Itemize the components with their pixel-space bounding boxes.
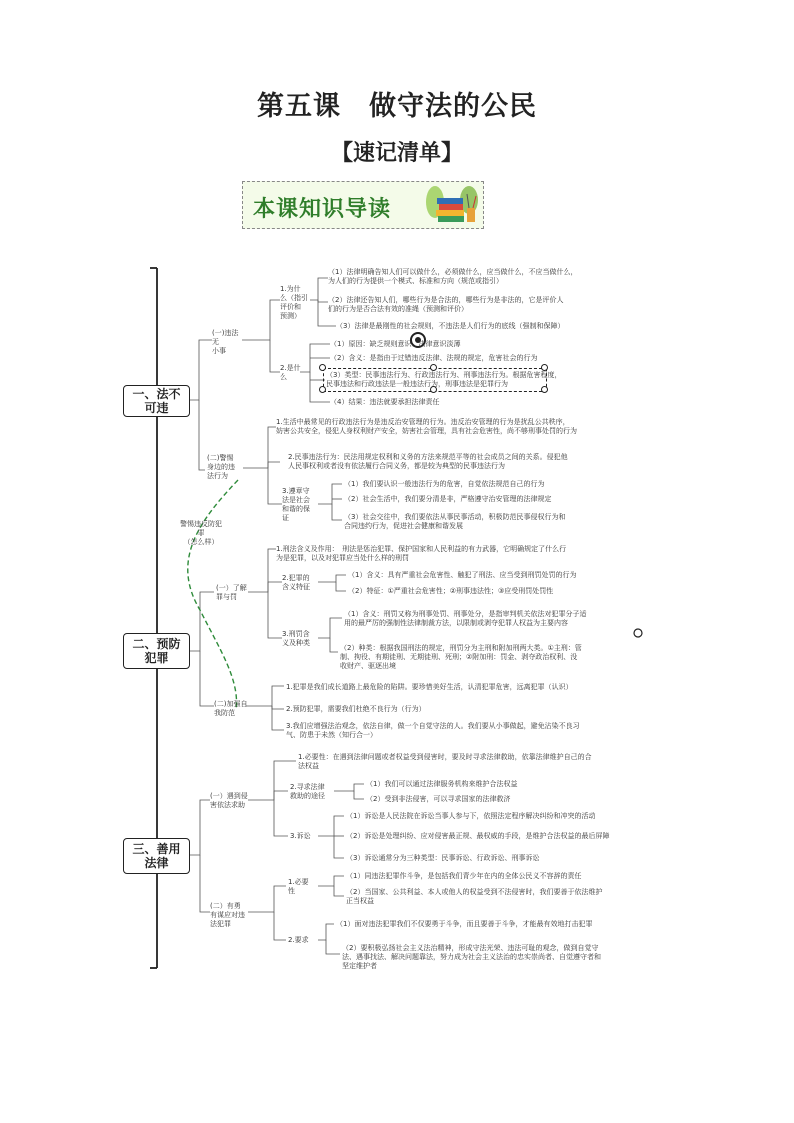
s3-b1-node[interactable]: 1.必要 性 — [288, 878, 309, 895]
s2-a3-2: （2）种类：根据我国刑法的规定，刑罚分为主刑和附加刑两大类。①主刑：管 制、拘役、有期徒刑、无期徒刑、死刑；②附加刑：罚金、剥夺政治权利、没 收财产、驱逐出境 — [340, 644, 582, 670]
s2-topic-a[interactable]: (一）了解 罪与罚 — [216, 584, 247, 601]
s3-a2-node[interactable]: 2.寻求法律 救助的途径 — [290, 783, 325, 800]
s2-a1: 1.刑法含义及作用： 刑法是惩治犯罪、保护国家和人民利益的有力武器，它明确规定了什么行 为是犯罪，以及对犯罪应当处什么样的刑罚 — [276, 545, 567, 562]
s1-b1: 1.生活中最常见的行政违法行为是违反治安管理的行为。违反治安管理的行为是扰乱公共秩序， 妨害公共安全，侵犯人身权利财产安全，妨害社会管理，具有社会危害性，尚不够刑事处罚的行为 — [276, 418, 577, 435]
cross-link-label: 警惕违反防犯 罪 （怎么样） — [180, 520, 222, 546]
s1-b3-1: （1）我们要认识一般违法行为的危害，自觉依法规范自己的行为 — [344, 480, 545, 488]
s3-a3-2: （2）诉讼是处理纠纷、应对侵害最正规、最权威的手段，是维护合法权益的最后屏障 — [346, 832, 610, 840]
selection-handle[interactable] — [541, 364, 548, 371]
s1-a2-4: （4）结果：违法就要承担法律责任 — [330, 398, 440, 406]
s2-a3-node[interactable]: 3.刑罚含 义及种类 — [282, 630, 310, 647]
section-2-box[interactable]: 二、预防 犯罪 — [123, 633, 190, 669]
section-1-box[interactable]: 一、法不 可违 — [123, 385, 190, 417]
s3-b2-2: （2）要积极弘扬社会主义法治精神，形成守法光荣、违法可耻的观念，做到自觉守 法、遇事找法、解决问题靠法，努力成为社会主义法治的忠实崇尚者、自觉遵守者和 坚定维护者 — [342, 944, 601, 970]
s1-a2-node[interactable]: 2.是什 么 — [280, 364, 301, 381]
page-title: 第五课 做守法的公民 — [257, 91, 537, 122]
s1-b3-node[interactable]: 3.遵章守 法是社会 和谐的保 证 — [282, 487, 310, 522]
s3-topic-a[interactable]: (一）遇到侵 害依法求助 — [210, 792, 248, 809]
s1-a1-3: （3）法律是最刚性的社会规则，不违法是人们行为的底线（强制和保障） — [336, 322, 565, 330]
s1-a1-2: （2）法律还告知人们，哪些行为是合法的，哪些行为是非法的，它是评价人 们的行为是否合法有效的准绳（预测和评价） — [328, 296, 564, 313]
s2-topic-b[interactable]: (二)加强自 我防范 — [214, 700, 248, 717]
s2-a2-2: （2）特征：①严重社会危害性；②刑事违法性；③应受刑罚处罚性 — [348, 587, 554, 595]
s1-b3-3: （3）社会交往中，我们要依法从事民事活动，积极防范民事侵权行为和 合同违约行为，促进社会健康和谐发展 — [344, 513, 566, 530]
banner-text: 本课知识导读 — [253, 197, 392, 222]
s1-a2-2: （2）含义：是指由于过错违反法律、法规的规定，危害社会的行为 — [330, 354, 538, 362]
s3-b1-2: （2）当国家、公共利益、本人或他人的权益受到不法侵害时，我们要善于依法维护 正当权益 — [346, 888, 603, 905]
s3-a3-node[interactable]: 3.诉讼 — [290, 832, 311, 840]
s1-b3-2: （2）社会生活中，我们要分清是非，严格遵守治安管理的法律规定 — [344, 495, 552, 503]
s1-b2: 2.民事违法行为：民法用规定权利和义务的方法来规范平等的社会成员之间的关系。侵犯他 人民事权利或者没有依法履行合同义务，都是较为典型的民事违法行为 — [288, 453, 568, 470]
s1-topic-b[interactable]: (二)警惕 身边的违 法行为 — [207, 454, 235, 480]
s3-a2-2: （2）受到非法侵害，可以寻求国家的法律救济 — [366, 795, 511, 803]
s1-a2-1: （1）原因：缺乏规则意识、法律意识淡薄 — [330, 340, 461, 348]
s1-a1-1: （1）法律明确告知人们可以做什么，必须做什么，应当做什么，不应当做什么， 为人们的行为提供一个模式、标准和方向（规范或指引） — [328, 268, 578, 285]
section-3-box[interactable]: 三、善用 法律 — [123, 838, 190, 874]
s2-a2-1: （1）含义：具有严重社会危害性、触犯了刑法、应当受到刑罚处罚的行为 — [348, 571, 577, 579]
s1-topic-a[interactable]: (一)违法无 小事 — [212, 329, 239, 355]
s2-b3: 3.我们应增强法治观念，依法自律，做一个自觉守法的人。我们要从小事做起，避免沾染不良习 气、防患于未然（知行合一） — [286, 722, 580, 739]
s3-a3-1: （1）诉讼是人民法院在诉讼当事人参与下，依照法定程序解决纠纷和冲突的活动 — [346, 812, 596, 820]
s1-a2-3: （3）类型：民事违法行为、行政违法行为、刑事违法行为。根据危害程度， 民事违法和行政违法是一般违法行为，刑事违法是犯罪行为 — [326, 371, 562, 388]
page-subtitle: 【速记清单】 — [330, 141, 463, 166]
s3-a3-3: （3）诉讼通常分为三种类型：民事诉讼、行政诉讼、刑事诉讼 — [346, 854, 540, 862]
selection-handle[interactable] — [319, 364, 326, 371]
s3-a2-1: （1）我们可以通过法律服务机构来维护合法权益 — [366, 780, 518, 788]
s3-a1: 1.必要性：在遇到法律问题或者权益受到侵害时，要及时寻求法律救助，依靠法律维护自己的合 法权益 — [298, 753, 592, 770]
selection-handle[interactable] — [430, 364, 437, 371]
selection-handle[interactable] — [319, 386, 326, 393]
s3-b2-1: （1）面对违法犯罪我们不仅要勇于斗争，而且要善于斗争，才能最有效地打击犯罪 — [336, 920, 593, 928]
s3-b1-1: （1）同违法犯罪作斗争，是包括我们青少年在内的全体公民义不容辞的责任 — [346, 872, 582, 880]
s3-b2-node[interactable]: 2.要求 — [288, 936, 309, 944]
s2-a2-node[interactable]: 2.犯罪的 含义特征 — [282, 574, 310, 591]
s2-b1: 1.犯罪是我们成长道路上最危险的陷阱。要珍惜美好生活，认清犯罪危害，远离犯罪（认识） — [286, 683, 573, 691]
s1-a1-node[interactable]: 1.为什 么（指引 评价和 预测） — [280, 285, 308, 320]
s3-topic-b[interactable]: (二）有勇 有谋应对违 法犯罪 — [210, 902, 245, 928]
s2-a3-1: （1）含义：刑罚又称为刑事处罚、刑事处分，是指审判机关依法对犯罪分子适 用的最严厉的强制性法律制裁方法，以限制或剥夺犯罪人权益为主要内容 — [344, 610, 587, 627]
s2-b2: 2.预防犯罪，需要我们杜绝不良行为（行为） — [286, 705, 426, 713]
